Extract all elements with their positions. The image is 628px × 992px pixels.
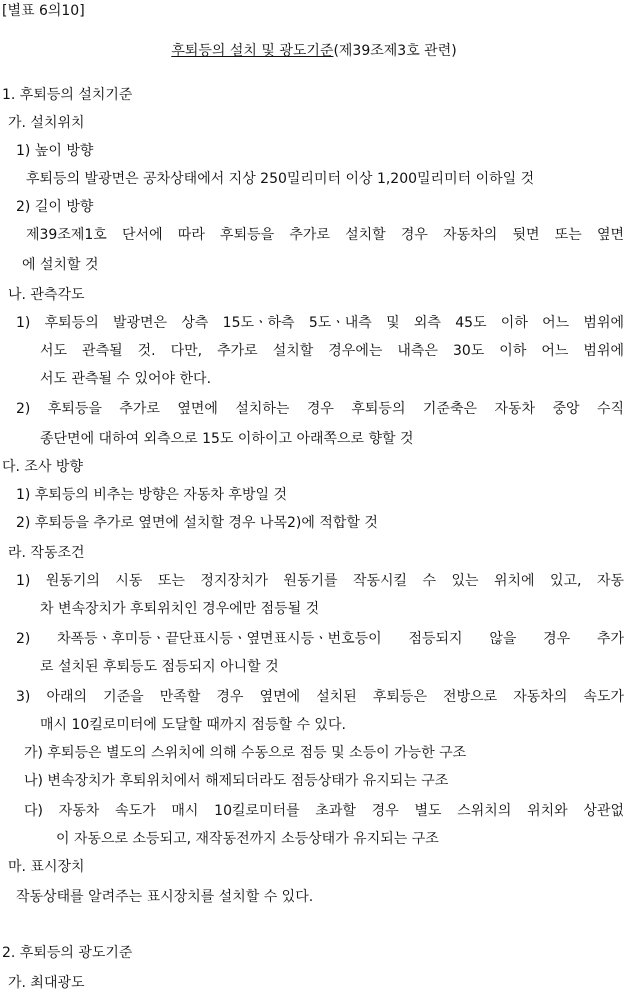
- item-continuation: 서도 관측될 것. 다만, 추가로 설치할 경우에는 내측은 30도 이하 어느 범위에: [40, 343, 624, 359]
- body-line: 후퇴등의 발광면은 공차상태에서 지상 250밀리미터 이상 1,200밀리미터 이하일 것: [26, 171, 535, 187]
- title-main: 후퇴등의 설치 및 광도기준: [171, 43, 334, 59]
- body-line: 에 설치할 것: [22, 257, 99, 273]
- subsection-heading: 가. 설치위치: [8, 115, 85, 131]
- item-continuation: 차 변속장치가 후퇴위치인 경우에만 점등될 것: [40, 601, 320, 617]
- item-line: 2) 후퇴등을 추가로 옆면에 설치하는 경우 후퇴등의 기준축은 자동차 중앙 수직: [16, 401, 624, 417]
- subitem-line: 다) 자동차 속도가 매시 10킬로미터를 초과할 경우 별도 스위치의 위치와 상관없: [24, 803, 624, 819]
- item-line: 2) 차폭등ㆍ후미등ㆍ끝단표시등ㆍ옆면표시등ㆍ번호등이 점등되지 않을 경우 추가: [16, 631, 624, 647]
- item-line: 2) 후퇴등을 추가로 옆면에 설치할 경우 나목2)에 적합할 것: [16, 515, 378, 531]
- item-continuation: 매시 10킬로미터에 도달할 때까지 점등할 수 있다.: [40, 717, 346, 733]
- subsection-heading: 다. 조사 방향: [2, 459, 83, 475]
- subsection-heading: 나. 관측각도: [8, 287, 85, 303]
- item-heading: 2) 길이 방향: [16, 199, 94, 215]
- section-heading: 1. 후퇴등의 설치기준: [2, 87, 133, 103]
- subitem-line: 나) 변속장치가 후퇴위치에서 해제되더라도 점등상태가 유지되는 구조: [24, 773, 449, 789]
- section-heading: 2. 후퇴등의 광도기준: [2, 945, 133, 961]
- item-line: 1) 후퇴등의 발광면은 상측 15도ㆍ하측 5도ㆍ내측 및 외측 45도 이하 어느 범위에: [16, 315, 624, 331]
- item-continuation: 종단면에 대하여 외측으로 15도 이하이고 아래쪽으로 향할 것: [40, 431, 414, 447]
- item-continuation: 서도 관측될 수 있어야 한다.: [40, 371, 212, 387]
- item-line: 1) 원동기의 시동 또는 정지장치가 원동기를 작동시킬 수 있는 위치에 있고, 자동: [16, 573, 624, 589]
- subsection-heading: 가. 최대광도: [8, 975, 85, 991]
- subitem-continuation: 이 자동으로 소등되고, 재작동전까지 소등상태가 유지되는 구조: [56, 831, 439, 847]
- title-reference: (제39조제3호 관련): [333, 43, 457, 59]
- body-line: 작동상태를 알려주는 표시장치를 설치할 수 있다.: [16, 889, 314, 905]
- document-title: [0, 42, 628, 60]
- item-heading: 1) 높이 방향: [16, 143, 94, 159]
- subsection-heading: 라. 작동조건: [8, 545, 85, 561]
- body-line: 제39조제1호 단서에 따라 후퇴등을 추가로 설치할 경우 자동차의 뒷면 또는 옆면: [26, 227, 624, 243]
- annex-label: [별표 6의10]: [2, 3, 85, 19]
- item-continuation: 로 설치된 후퇴등도 점등되지 아니할 것: [40, 659, 279, 675]
- item-line: 1) 후퇴등의 비추는 방향은 자동차 후방일 것: [16, 487, 287, 503]
- item-line: 3) 아래의 기준을 만족할 경우 옆면에 설치된 후퇴등은 전방으로 자동차의 속도가: [16, 689, 624, 705]
- subsection-heading: 마. 표시장치: [8, 859, 85, 875]
- subitem-line: 가) 후퇴등은 별도의 스위치에 의해 수동으로 점등 및 소등이 가능한 구조: [24, 745, 467, 761]
